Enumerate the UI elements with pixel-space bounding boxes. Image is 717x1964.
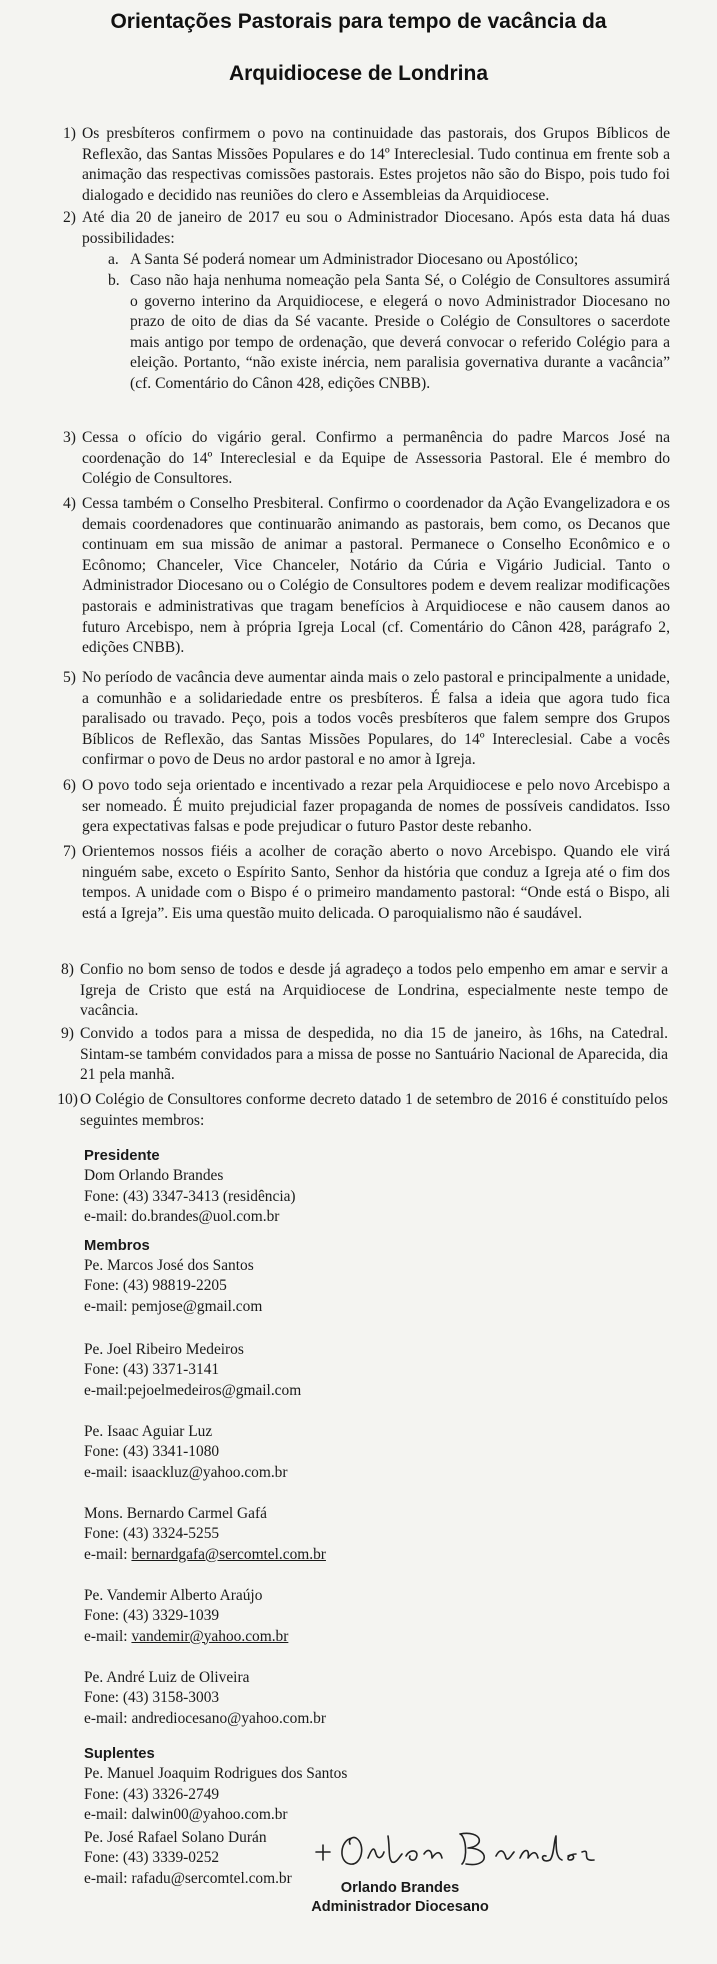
list-item: [42, 668, 670, 771]
member-entry: [84, 1256, 262, 1317]
member-name: Pe. José Rafael Solano Durán: [84, 1829, 267, 1846]
item-number: 6): [63, 777, 76, 794]
email-prefix: e-mail:: [84, 1709, 132, 1727]
email-prefix: e-mail:: [84, 1627, 132, 1645]
member-phone: Fone: (43) 3347-3413 (residência): [84, 1187, 296, 1205]
member-entry: [84, 1504, 326, 1565]
email-address[interactable]: andrediocesano@yahoo.com.br: [131, 1709, 326, 1727]
email-prefix: e-mail:: [84, 1805, 132, 1823]
sub-item: [108, 271, 670, 395]
item-text: No período de vacância deve aumentar ainda mais o zelo pastoral e principalmente a unidade, a comunhão e a solidariedade entre os presbíteros. É falsa a ideia que agora tudo fica paralisado ou travado. Peço, pois a todos vocês presbíteros que falem sempre dos Grupos Bíblicos de Reflexão, das Santas Missões Populares, do 14º Intereclesial. Cabe a vocês confirmar o povo de Deus no ardor pastoral e no amor à Igreja.: [82, 669, 670, 769]
item-text: Confio no bom senso de todos e desde já agradeço a todos pelo empenho em amar e servir a Igreja de Cristo que está na Arquidiocese de Londrina, especialmente neste tempo de vacância.: [80, 961, 668, 1020]
member-email: [84, 1709, 326, 1729]
presidente-heading: Presidente: [84, 1148, 160, 1164]
email-address[interactable]: bernardgafa@sercomtel.com.br: [131, 1545, 326, 1563]
member-name: Pe. Marcos José dos Santos: [84, 1257, 254, 1274]
member-name: Pe. Isaac Aguiar Luz: [84, 1423, 213, 1440]
item-text: O povo todo seja orientado e incentivado a rezar pela Arquidiocese e pelo novo Arcebispo a ser nomeado. É muito prejudicial fazer propaganda de nomes de possíveis candidatos. Isso gera expectativas falsas e pode prejudicar o futuro Pastor deste rebanho.: [82, 777, 670, 836]
handwritten-signature: [310, 1818, 610, 1874]
member-phone: Fone: (43) 3326-2749: [84, 1785, 220, 1803]
member-phone: Fone: (43) 3329-1039: [84, 1607, 220, 1625]
member-name: Pe. Joel Ribeiro Medeiros: [84, 1341, 244, 1358]
item-number: 2): [63, 209, 76, 226]
suplentes-block: [84, 1744, 347, 1825]
sub-item-letter: a.: [108, 251, 119, 268]
list-item: [40, 1024, 668, 1086]
sub-item-text: A Santa Sé poderá nomear um Administrador Diocesano ou Apostólico;: [130, 251, 579, 268]
email-prefix: e-mail:: [84, 1463, 132, 1481]
title-line-1: Orientações Pastorais para tempo de vacância da: [110, 10, 607, 33]
item-number: 3): [63, 429, 76, 446]
email-address[interactable]: isaackluz@yahoo.com.br: [131, 1463, 288, 1481]
member-entry: [84, 1422, 288, 1483]
presidente-block: [84, 1146, 296, 1227]
item-text: Cessa também o Conselho Presbiteral. Confirmo o coordenador da Ação Evangelizadora e os demais coordenadores que continuarão animando as pastorais, bem como, os Decanos que continuam em sua missão de animar a pastoral. Permanece o Conselho Econômico e o Ecônomo; Chanceler, Vice Chanceler, Notário da Cúria e Vigário Judicial. Tanto o Administrador Diocesano ou o Colégio de Consultores podem e devem realizar modificações pastorais e administrativas que tragam benefícios à Arquidiocese e não causem danos ao futuro Arcebispo, nem à própria Igreja Local (cf. Comentário do Cânon 428, parágrafo 2, edições CNBB).: [82, 495, 670, 657]
member-email: [84, 1805, 347, 1825]
email-prefix: e-mail:: [84, 1869, 132, 1887]
email-address[interactable]: dalwin00@yahoo.com.br: [131, 1805, 288, 1823]
item-number: 4): [63, 495, 76, 512]
member-name: Mons. Bernardo Carmel Gafá: [84, 1505, 267, 1522]
member-name: Dom Orlando Brandes: [84, 1167, 224, 1185]
item-text: Cessa o ofício do vigário geral. Confirmo a permanência do padre Marcos José na coordenação do 14º Intereclesial e da Equipe de Assessoria Pastoral. Ele é membro do Colégio de Consultores.: [82, 429, 670, 488]
member-email: [84, 1545, 326, 1565]
member-email: [84, 1381, 301, 1401]
member-email: [84, 1297, 262, 1317]
list-item: [40, 1090, 668, 1131]
list-item: [42, 428, 670, 490]
title-line-2: Arquidiocese de Londrina: [228, 62, 489, 85]
member-entry: [84, 1828, 292, 1889]
member-phone: Fone: (43) 98819-2205: [84, 1277, 227, 1295]
sub-item-text: Caso não haja nenhuma nomeação pela Santa Sé, o Colégio de Consultores assumirá o governo interino da Arquidiocese, e elegerá o novo Administrador Diocesano no prazo de oito de dias da Sé vacante. Preside o Colégio de Consultores o sacerdote mais antigo por tempo de ordenação, que deverá convocar o referido Colégio para a eleição. Portanto, “não existe inércia, nem paralisia governativa durante a vacância” (cf. Comentário do Cânon 428, edições CNBB).: [130, 272, 670, 392]
item-number: 9): [61, 1025, 74, 1042]
membros-heading: Membros: [84, 1238, 150, 1254]
email-address[interactable]: vandemir@yahoo.com.br: [131, 1627, 289, 1645]
member-name: Pe. Manuel Joaquim Rodrigues dos Santos: [84, 1765, 348, 1783]
list-item: [42, 208, 670, 249]
member-phone: Fone: (43) 3371-3141: [84, 1361, 220, 1379]
member-phone: Fone: (43) 3339-0252: [84, 1849, 220, 1867]
email-prefix: e-mail:: [84, 1381, 128, 1399]
list-item: [42, 494, 670, 659]
list-item: [42, 842, 670, 924]
email-prefix: e-mail:: [84, 1297, 132, 1315]
suplentes-heading: Suplentes: [84, 1746, 155, 1762]
item-number: 7): [63, 843, 76, 860]
item-number: 1): [63, 125, 76, 142]
email-address[interactable]: rafadu@sercomtel.com.br: [131, 1869, 292, 1887]
item-number: 10): [57, 1091, 78, 1108]
member-email: e-mail: do.brandes@uol.com.br: [84, 1207, 280, 1225]
item-text: O Colégio de Consultores conforme decreto datado 1 de setembro de 2016 é constituído pelos seguintes membros:: [80, 1091, 668, 1129]
item-number: 5): [63, 669, 76, 686]
item-text: Convido a todos para a missa de despedida, no dia 15 de janeiro, às 16hs, na Catedral. Sintam-se também convidados para a missa de posse no Santuário Nacional de Aparecida, dia 21 pela manhã.: [80, 1025, 668, 1084]
member-entry: [84, 1586, 288, 1647]
email-address[interactable]: pemjose@gmail.com: [131, 1297, 263, 1315]
sub-item-letter: b.: [108, 272, 120, 289]
member-entry: [84, 1668, 326, 1729]
item-text: Orientemos nossos fiéis a acolher de coração aberto o novo Arcebispo. Quando ele virá ninguém sabe, exceto o Espírito Santo, Senhor da história que conduz a Igreja até o fim dos tempos. A unidade com o Bispo é o primeiro mandamento pastoral: “Onde está o Bispo, ali está a Igreja”. Eis uma questão muito delicada. O paroquialismo não é saudável.: [82, 843, 670, 922]
member-phone: Fone: (43) 3341-1080: [84, 1443, 220, 1461]
member-entry: [84, 1340, 301, 1401]
list-item: [42, 776, 670, 838]
member-email: [84, 1463, 288, 1483]
signatory-name: Orlando Brandes: [340, 1880, 460, 1896]
sub-item: [108, 250, 670, 271]
item-text: Os presbíteros confirmem o povo na continuidade das pastorais, dos Grupos Bíblicos de Reflexão, das Santas Missões Populares e do 14º Intereclesial. Tudo continua em frente sob a animação das respectivas comissões pastorais. Estes projetos não são do Bispo, pois tudo foi dialogado e decidido nas reuniões do clero e Assembleias da Arquidiocese.: [82, 125, 670, 204]
item-number: 8): [61, 961, 74, 978]
list-item: [42, 124, 670, 206]
member-email: [84, 1627, 288, 1647]
item-text: Até dia 20 de janeiro de 2017 eu sou o Administrador Diocesano. Após esta data há duas possibilidades:: [82, 209, 670, 247]
member-email: [84, 1869, 292, 1889]
member-phone: Fone: (43) 3324-5255: [84, 1525, 220, 1543]
member-name: Pe. Vandemir Alberto Araújo: [84, 1587, 263, 1604]
member-name: Pe. André Luiz de Oliveira: [84, 1669, 250, 1686]
signatory-role: Administrador Diocesano: [311, 1899, 489, 1915]
membros-block: [84, 1236, 150, 1256]
email-address[interactable]: pejoelmedeiros@gmail.com: [127, 1381, 302, 1399]
member-phone: Fone: (43) 3158-3003: [84, 1689, 220, 1707]
email-prefix: e-mail:: [84, 1545, 132, 1563]
list-item: [40, 960, 668, 1022]
